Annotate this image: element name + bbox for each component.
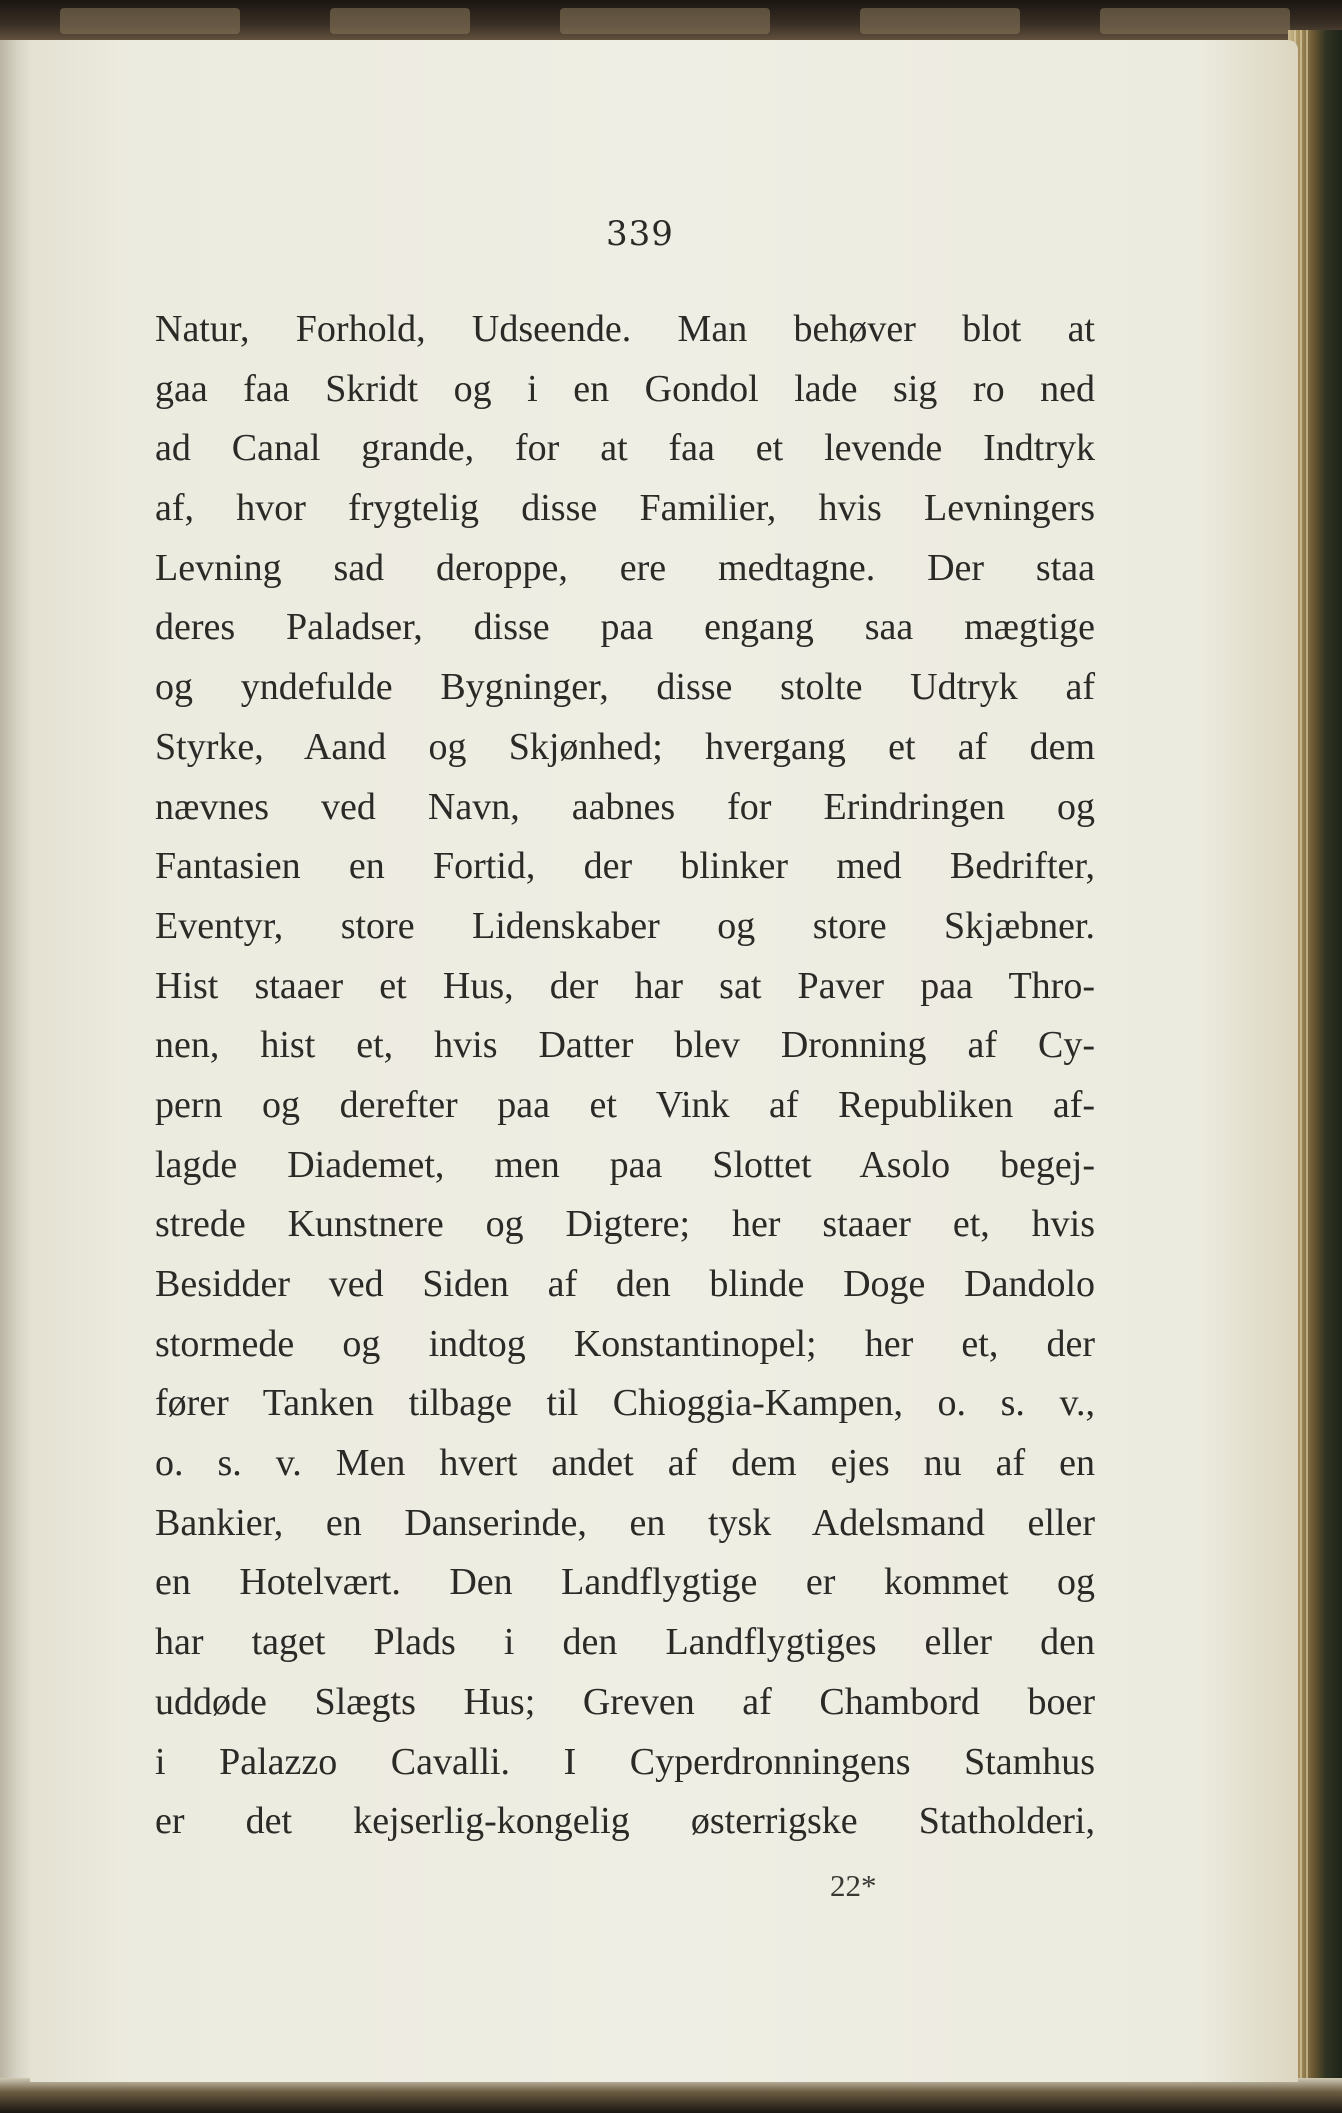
text-line: uddøde Slægts Hus; Greven af Chambord boer	[155, 1680, 1095, 1723]
text-line: strede Kunstnere og Digtere; her staaer et, hvis	[155, 1203, 1095, 1246]
book-top-edge	[0, 0, 1342, 44]
text-line: stormede og indtog Konstantinopel; her et, der	[155, 1322, 1095, 1365]
text-line: fører Tanken tilbage til Chioggia-Kampen, o. s. v.,	[155, 1382, 1095, 1425]
body-text	[155, 300, 1095, 1852]
book-bottom-edge	[0, 2078, 1342, 2113]
text-line: har taget Plads i den Landflygtiges eller den	[155, 1621, 1095, 1664]
page-edge-line	[1300, 30, 1302, 2113]
text-line: i Palazzo Cavalli. I Cyperdronningens Stamhus	[155, 1740, 1095, 1783]
page-number: 339	[606, 214, 674, 254]
text-line: lagde Diademet, men paa Slottet Asolo begej-	[155, 1143, 1095, 1186]
text-line: nævnes ved Navn, aabnes for Erindringen og	[155, 785, 1095, 828]
marbling-patch	[860, 8, 1020, 34]
text-line: Natur, Forhold, Udseende. Man behøver blot at	[155, 308, 1095, 350]
text-line: pern og derefter paa et Vink af Republiken af-	[155, 1083, 1095, 1126]
text-line: Hist staaer et Hus, der har sat Paver paa Thro-	[155, 964, 1095, 1007]
text-line: deres Paladser, disse paa engang saa mægtige	[155, 606, 1095, 649]
text-line: Fantasien en Fortid, der blinker med Bedrifter,	[155, 845, 1095, 888]
page-edge-line	[1306, 30, 1308, 2113]
text-line: o. s. v. Men hvert andet af dem ejes nu af en	[155, 1442, 1095, 1485]
marbling-patch	[330, 8, 470, 34]
text-line: gaa faa Skridt og i en Gondol lade sig ro ned	[155, 367, 1095, 410]
marbling-patch	[60, 8, 240, 34]
text-line: Eventyr, store Lidenskaber og store Skjæbner.	[155, 904, 1095, 947]
text-line: er det kejserlig-kongelig østerrigske Statholderi,	[155, 1800, 1095, 1843]
text-line: nen, hist et, hvis Datter blev Dronning af Cy-	[155, 1024, 1095, 1067]
text-line: Levning sad deroppe, ere medtagne. Der staa	[155, 546, 1095, 589]
marbling-patch	[1100, 8, 1290, 34]
text-line: af, hvor frygtelig disse Familier, hvis Levningers	[155, 487, 1095, 530]
text-line: Styrke, Aand og Skjønhed; hvergang et af dem	[155, 725, 1095, 768]
text-line: Bankier, en Danserinde, en tysk Adelsmand eller	[155, 1501, 1095, 1544]
text-line: Besidder ved Siden af den blinde Doge Dandolo	[155, 1263, 1095, 1305]
text-line: en Hotelvært. Den Landflygtige er kommet og	[155, 1561, 1095, 1604]
text-line: og yndefulde Bygninger, disse stolte Udtryk af	[155, 666, 1095, 709]
marbling-patch	[560, 8, 770, 34]
text-line: ad Canal grande, for at faa et levende Indtryk	[155, 427, 1095, 470]
signature-mark: 22*	[830, 1868, 877, 1903]
